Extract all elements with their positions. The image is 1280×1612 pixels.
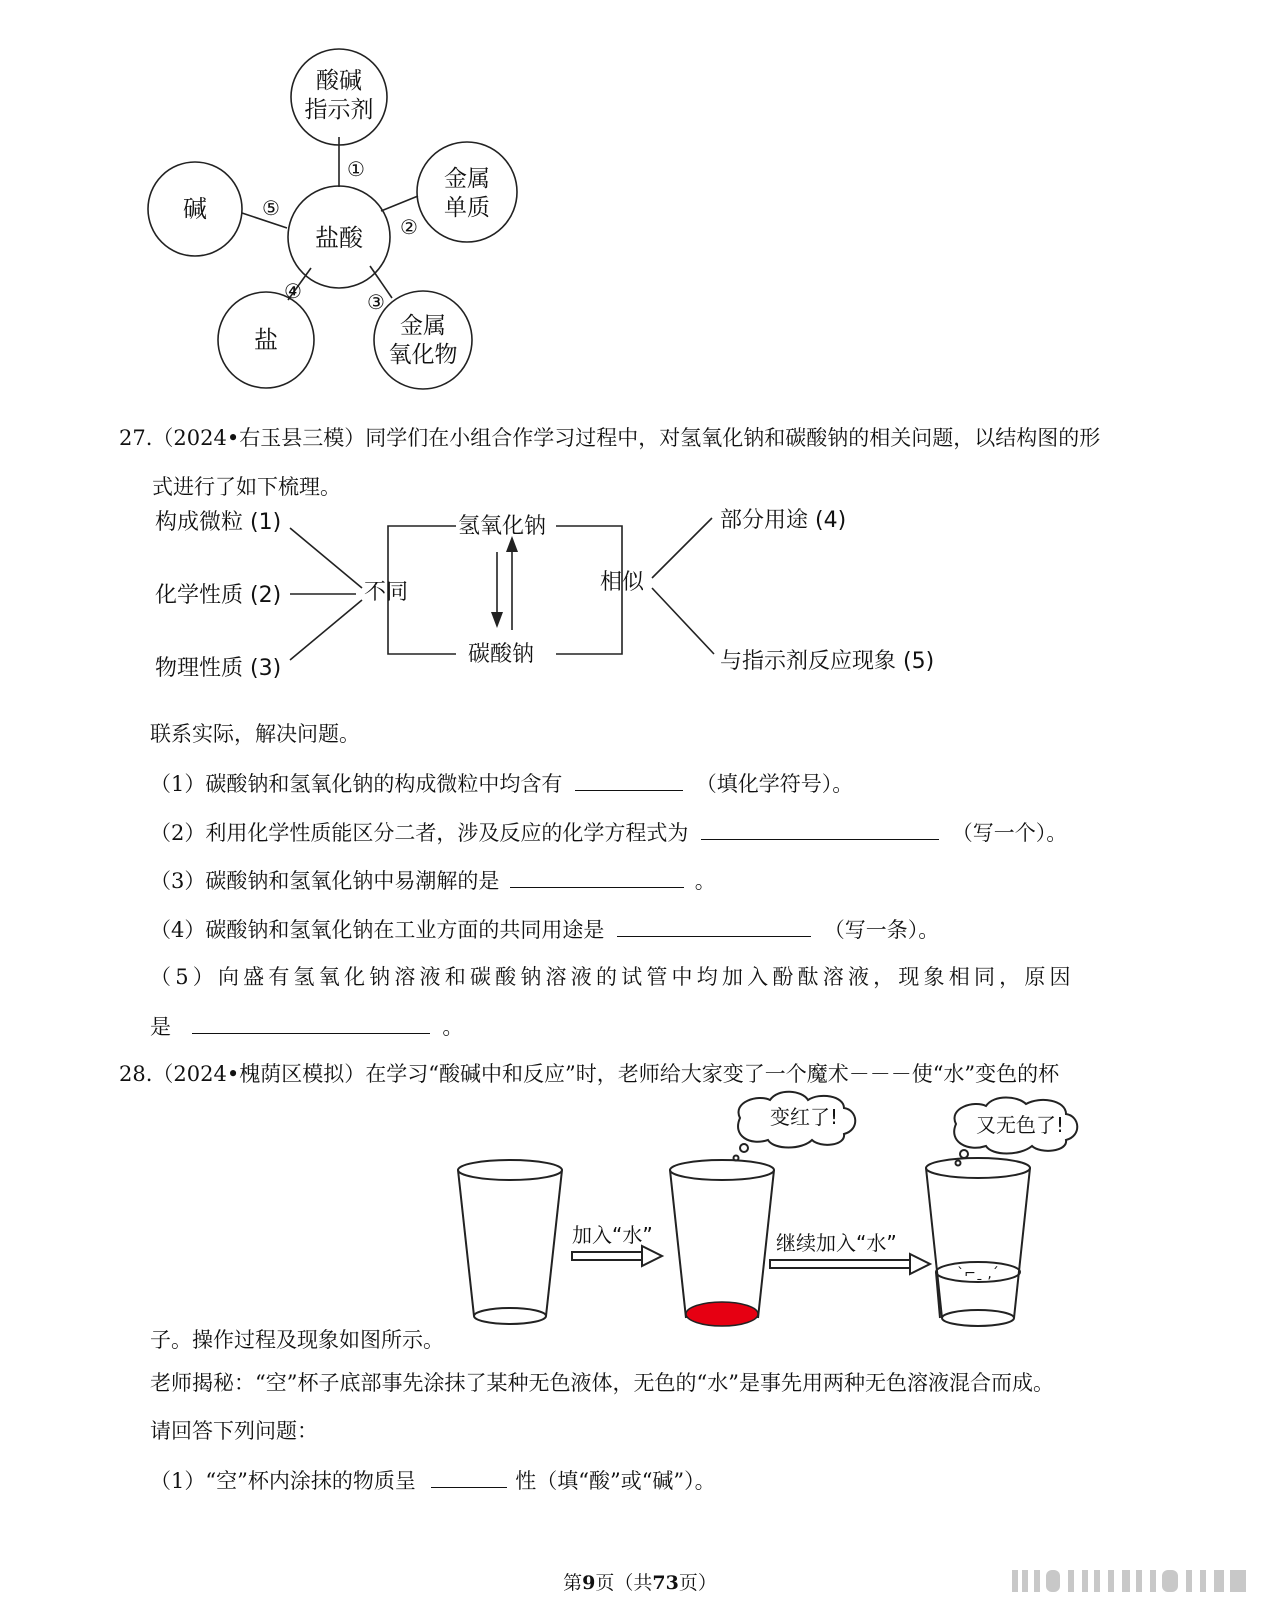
q27-part3 xyxy=(150,865,716,896)
q27-part2 xyxy=(150,817,1067,848)
left-item-3: 物理性质 (3) xyxy=(155,656,282,681)
bubble1-text: 变红了! xyxy=(769,1105,839,1129)
q28-reveal: 老师揭秘：“空”杯子底部事先涂抹了某种无色液体，无色的“水”是事先用两种无色溶液混合而成。 xyxy=(150,1371,1054,1395)
answer-blank-2[interactable] xyxy=(701,817,939,840)
edge-label-2: ② xyxy=(400,215,418,239)
q27-part1 xyxy=(150,768,853,799)
indicator-label-1: 酸碱 xyxy=(316,68,362,94)
answer-blank-1[interactable] xyxy=(575,768,683,791)
q27-part5-text: 是 xyxy=(150,1015,171,1039)
q27-part5-end: 。 xyxy=(442,1015,464,1039)
left-item-1: 构成微粒 (1) xyxy=(155,510,282,535)
watermark-logo xyxy=(1010,1568,1250,1594)
bubble2-text: 又无色了! xyxy=(975,1113,1065,1137)
q27-part3-text: （3）碳酸钠和氢氧化钠中易潮解的是 xyxy=(150,869,500,893)
q27-part4-text: （4）碳酸钠和氢氧化钠在工业方面的共同用途是 xyxy=(150,918,605,942)
red-liquid xyxy=(686,1302,758,1326)
similar-label: 相似 xyxy=(600,570,645,595)
q28-part1 xyxy=(150,1465,716,1496)
q27-part5-line2 xyxy=(150,1011,463,1042)
q27-part1-text: （1）碳酸钠和氢氧化钠的构成微粒中均含有 xyxy=(150,772,563,796)
top-compound: 氢氧化钠 xyxy=(458,514,547,539)
q28-stem-line2: 子。操作过程及现象如图所示。 xyxy=(150,1328,444,1352)
q28-part1-hint: 性（填“酸”或“碱”）。 xyxy=(515,1469,716,1493)
q27-part5-line1: （5）向盛有氢氧化钠溶液和碳酸钠溶液的试管中均加入酚酞溶液，现象相同，原因 xyxy=(150,965,1075,989)
right-item-2: 与指示剂反应现象 (5) xyxy=(720,649,935,674)
center-label: 盐酸 xyxy=(315,224,363,252)
oxide-label-1: 金属 xyxy=(400,313,446,339)
q27-part2-hint: （写一个）。 xyxy=(951,821,1068,845)
arrow2-label: 继续加入“水” xyxy=(776,1231,897,1255)
metal-node xyxy=(417,142,517,242)
arrow1-label: 加入“水” xyxy=(572,1223,653,1247)
q27-part1-hint: （填化学符号）。 xyxy=(695,772,854,796)
metal-label-2: 单质 xyxy=(444,195,490,221)
diff-label: 不同 xyxy=(364,580,409,605)
oxide-label-2: 氧化物 xyxy=(388,342,458,368)
q27-part4 xyxy=(150,914,939,945)
hydrochloric-acid-diagram xyxy=(0,0,560,400)
q27-stem-line2: 式进行了如下梳理。 xyxy=(152,475,341,499)
answer-blank-3[interactable] xyxy=(510,865,684,888)
edge-label-3: ③ xyxy=(367,290,385,314)
q27-intro: 联系实际，解决问题。 xyxy=(150,722,360,746)
metal-label-1: 金属 xyxy=(444,166,490,192)
base-label: 碱 xyxy=(183,195,207,223)
edge-label-4: ④ xyxy=(284,279,302,303)
structure-diagram xyxy=(0,500,1280,700)
q27-part3-end: 。 xyxy=(694,869,716,893)
left-item-2: 化学性质 (2) xyxy=(155,583,282,608)
q27-part4-hint: （写一条）。 xyxy=(823,918,940,942)
q28-part1-text: （1）“空”杯内涂抹的物质呈 xyxy=(150,1469,416,1493)
answer-blank-4[interactable] xyxy=(617,914,811,937)
q28-stem-line1: 28.（2024•槐荫区模拟）在学习“酸碱中和反应”时，老师给大家变了一个魔术－－－使“水”变色的杯 xyxy=(119,1062,1060,1086)
oxide-node xyxy=(374,291,472,389)
q28-ask: 请回答下列问题： xyxy=(150,1419,318,1443)
answer-blank-6[interactable] xyxy=(431,1465,507,1488)
page-number: 第9页（共73页） xyxy=(563,1572,717,1594)
right-item-1: 部分用途 (4) xyxy=(720,508,847,533)
salt-label: 盐 xyxy=(254,326,278,354)
q27-part2-text: （2）利用化学性质能区分二者，涉及反应的化学方程式为 xyxy=(150,821,689,845)
edge-label-5: ⑤ xyxy=(262,196,280,220)
edge-label-1: ① xyxy=(347,157,365,181)
bottom-compound: 碳酸钠 xyxy=(468,642,535,667)
answer-blank-5[interactable] xyxy=(192,1011,430,1034)
magic-cup-figure xyxy=(440,1088,1140,1350)
q27-stem-line1: 27.（2024•右玉县三模）同学们在小组合作学习过程中，对氢氧化钠和碳酸钠的相关问题，以结构图的形 xyxy=(119,426,1101,450)
indicator-label-2: 指示剂 xyxy=(304,97,374,123)
svg-text:ˋ⌐ˍ ,ˊ: ˋ⌐ˍ ,ˊ xyxy=(957,1266,999,1282)
